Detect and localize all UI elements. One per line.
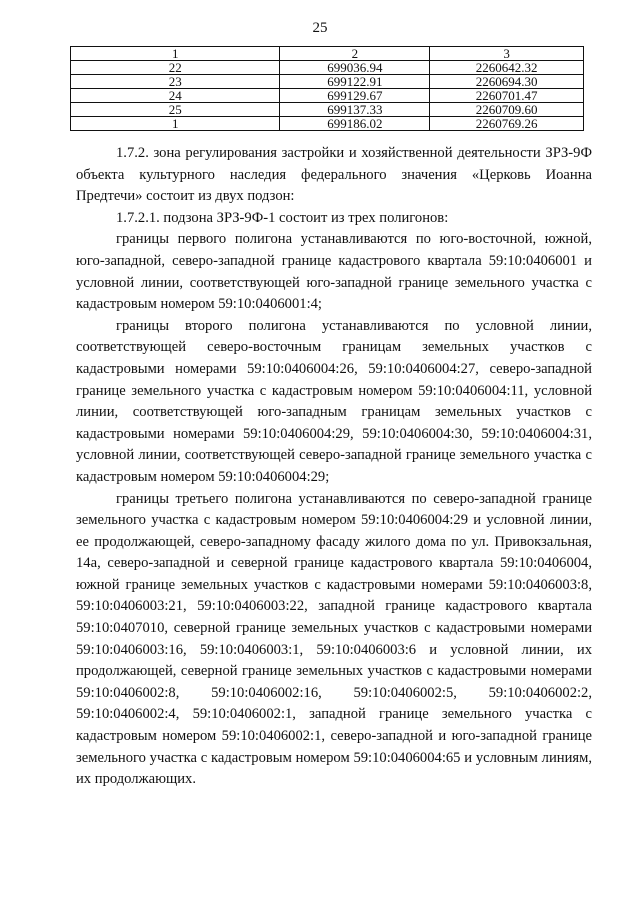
table-cell-x: 699122.91	[280, 75, 430, 89]
paragraph-polygon-3: границы третьего полигона устанавливаются по северо-западной границе земельного участка с кадастровым номером 59:10:0406004:29 и условной линии, ее продолжающей, северо-западному фасаду жилого дома по ул. Привокзальная, 14а, северо-западной и северной границе кадастрового квартала 59:10:0406004, южной границе земельных участков с кадастровыми номерами 59:10:0406003:8, 59:10:0406003:21, 59:10:0406003:22, западной границе кадастрового квартала 59:10:0407010, северной границе земельных участков с кадастровыми номерами 59:10:0406003:16, 59:10:0406003:1, 59:10:0406003:6 и условной линии, их продолжающей, северной границе земельных участков с кадастровыми номерами 59:10:0406002:8, 59:10:0406002:16, 59:10:0406002:5, 59:10:0406002:2, 59:10:0406002:4, 59:10:0406002:1, западной границе земельного участка с кадастровым номером 59:10:0406002:1, северо-западной и юго-западной границе земельного участка с кадастровым номером 59:10:0406004:65 и условным линиям, их продолжающих.	[76, 490, 592, 788]
table-cell-y: 2260642.32	[430, 61, 584, 75]
table-cell-point: 1	[71, 117, 280, 131]
table-row	[71, 61, 584, 75]
table-cell-x: 699186.02	[280, 117, 430, 131]
table-header-row	[71, 47, 584, 61]
table-cell-point: 24	[71, 89, 280, 103]
table-cell-y: 2260709.60	[430, 103, 584, 117]
table-row	[71, 103, 584, 117]
paragraph-polygon-2: границы второго полигона устанавливаются по условной линии, соответствующей северо-восточным границам земельных участков с кадастровыми номерами 59:10:0406004:26, 59:10:0406004:27, северо-западной границе земельного участка с кадастровым номером 59:10:0406004:11, условной линии, соответствующей юго-западным границам земельных участков с кадастровыми номерами 59:10:0406004:29, 59:10:0406004:30, 59:10:0406004:31, условной линии, соответствующей северо-западной границе земельного участка с кадастровым номером 59:10:0406004:29;	[76, 317, 592, 485]
table-cell-x: 699137.33	[280, 103, 430, 117]
table-header-cell: 3	[430, 47, 584, 61]
table-header-cell: 1	[71, 47, 280, 61]
paragraph-subzone-heading: 1.7.2.1. подзона ЗРЗ-9Ф-1 состоит из трех полигонов:	[116, 209, 449, 226]
table-row	[71, 117, 584, 131]
table-cell-point: 23	[71, 75, 280, 89]
document-body	[76, 143, 592, 791]
table-cell-x: 699129.67	[280, 89, 430, 103]
table-header-cell: 2	[280, 47, 430, 61]
paragraph-zone-heading: 1.7.2. зона регулирования застройки и хозяйственной деятельности ЗРЗ-9Ф объекта культурного наследия федерального значения «Церковь Иоанна Предтечи» состоит из двух подзон:	[76, 145, 592, 205]
page-number: 25	[312, 20, 328, 36]
table-cell-point: 22	[71, 61, 280, 75]
table-row	[71, 75, 584, 89]
table-cell-y: 2260769.26	[430, 117, 584, 131]
table-cell-y: 2260701.47	[430, 89, 584, 103]
table-cell-y: 2260694.30	[430, 75, 584, 89]
paragraph-polygon-1: границы первого полигона устанавливаются по юго-восточной, южной, юго-западной, северо-западной границе кадастрового квартала 59:10:0406001 и условной линии, соответствующей юго-западной границе земельного участка с кадастровым номером 59:10:0406001:4;	[76, 231, 592, 313]
coordinates-table	[70, 46, 584, 131]
table-row	[71, 89, 584, 103]
table-cell-x: 699036.94	[280, 61, 430, 75]
table-cell-point: 25	[71, 103, 280, 117]
